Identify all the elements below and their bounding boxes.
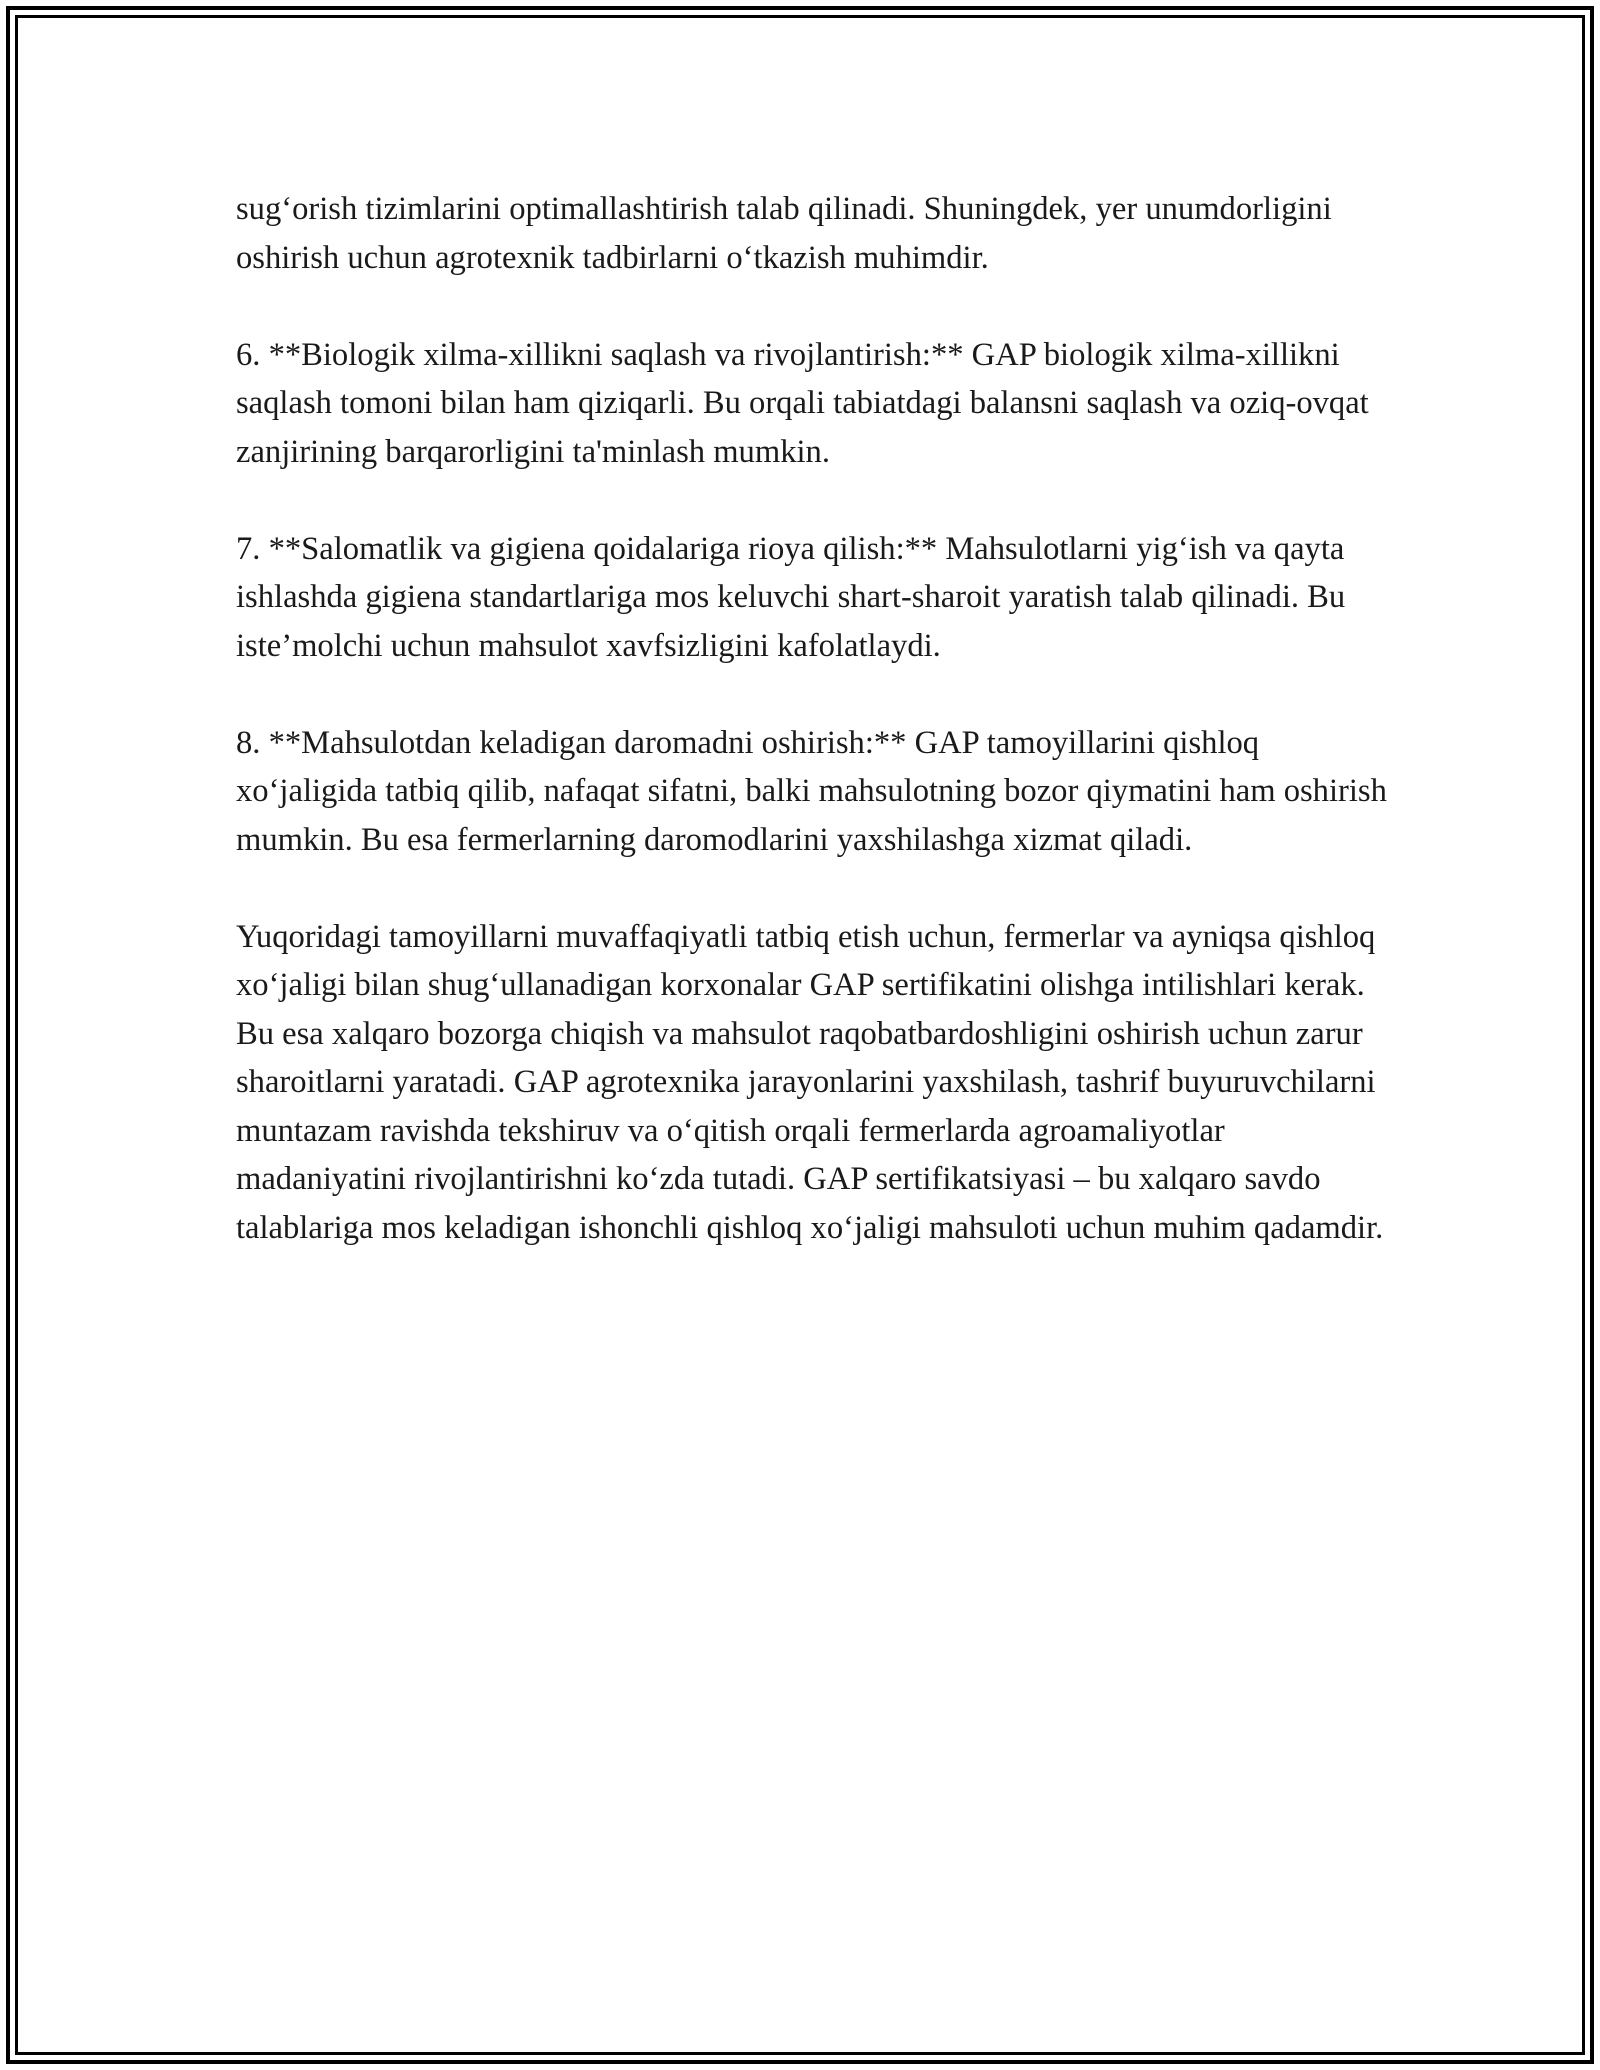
document-body xyxy=(236,185,1396,1252)
paragraph-item-8: 8. **Mahsulotdan keladigan daromadni oshirish:** GAP tamoyillarini qishloq xo‘jaligida tatbiq qilib, nafaqat sifatni, balki mahsulotning bozor qiymatini ham oshirish mumkin. Bu esa fermerlarning daromodlarini yaxshilashga xizmat qiladi. xyxy=(236,724,1387,858)
paragraph-item-7: 7. **Salomatlik va gigiena qoidalariga rioya qilish:** Mahsulotlarni yig‘ish va qayta ishlashda gigiena standartlariga mos keluvchi shart-sharoit yaratish talab qilinadi. Bu iste’molchi uchun mahsulot xavfsizligini kafolatlaydi. xyxy=(236,530,1346,664)
paragraph-continuation: sug‘orish tizimlarini optimallashtirish talab qilinadi. Shuningdek, yer unumdorligini oshirish uchun agrotexnik tadbirlarni o‘tkazish muhimdir. xyxy=(236,191,1332,276)
paragraph-conclusion: Yuqoridagi tamoyillarni muvaffaqiyatli tatbiq etish uchun, fermerlar va ayniqsa qishloq xo‘jaligi bilan shug‘ullanadigan korxonalar GAP sertifikatini olishga intilishlari kerak. Bu esa xalqaro bozorga chiqish va mahsulot raqobatbardoshligini oshirish uchun zarur sharoitlarni yaratadi. GAP agrotexnika jarayonlarini yaxshilash, tashrif buyuruvchilarni muntazam ravishda tekshiruv va o‘qitish orqali fermerlarda agroamaliyotlar madaniyatini rivojlantirishni ko‘zda tutadi. GAP sertifikatsiyasi – bu xalqaro savdo talablariga mos keladigan ishonchli qishloq xo‘jaligi mahsuloti uchun muhim qadamdir. xyxy=(236,918,1384,1246)
paragraph-item-6: 6. **Biologik xilma-xillikni saqlash va rivojlantirish:** GAP biologik xilma-xillikni saqlash tomoni bilan ham qiziqarli. Bu orqali tabiatdagi balansni saqlash va oziq-ovqat zanjirining barqarorligini ta'minlash mumkin. xyxy=(236,336,1369,470)
